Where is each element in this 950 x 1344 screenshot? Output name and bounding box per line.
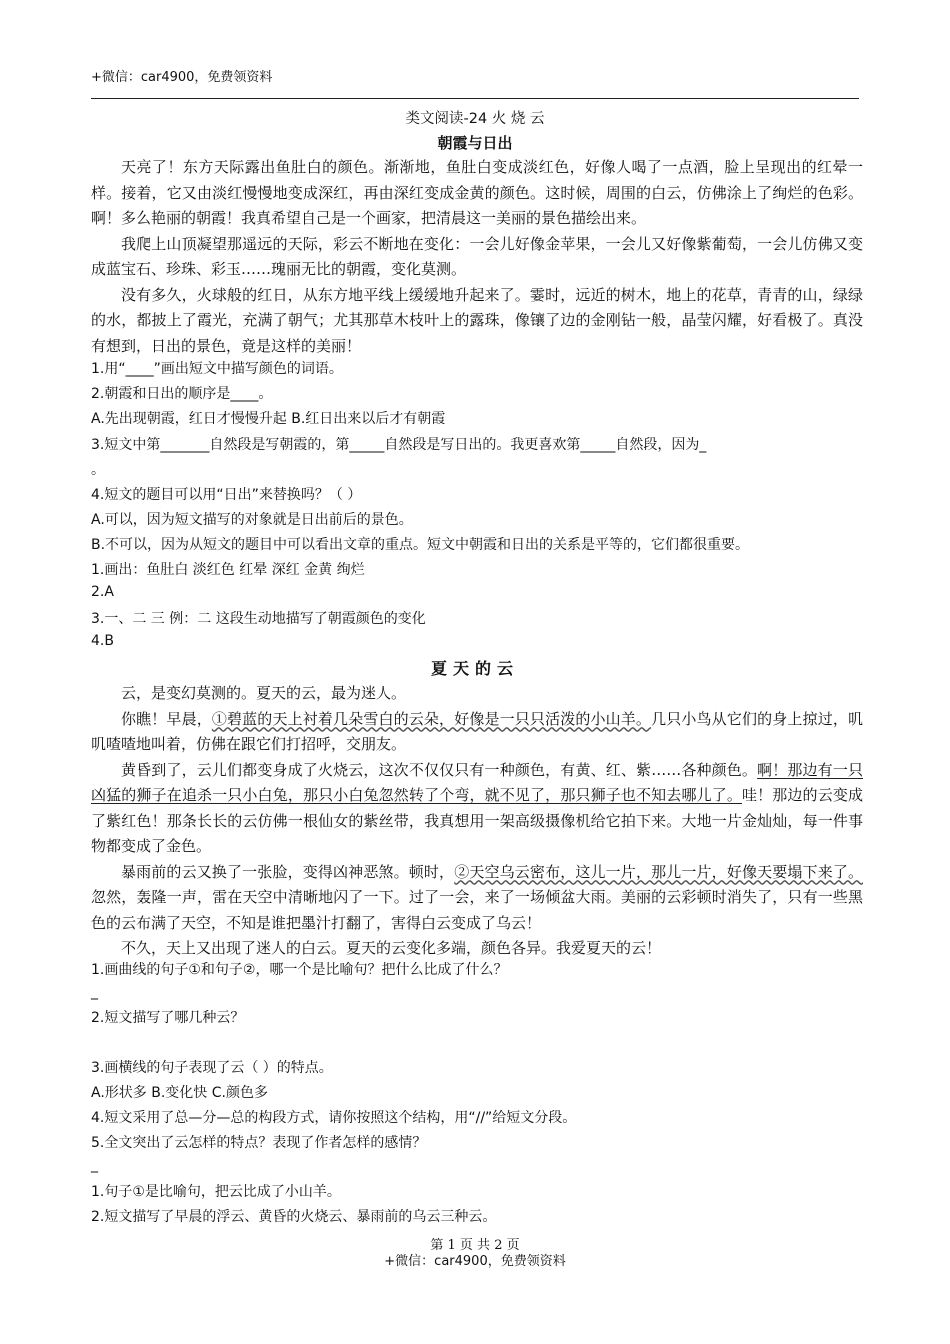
p2-question-5: 5.全文突出了云怎样的特点？表现了作者怎样的感情？ xyxy=(91,1135,427,1151)
p4-text: 忽然，轰隆一声，雷在天空中清晰地闪了一下。过了一会，来了一场倾盆大雨。美丽的云彩顿时消失了，只有一些黑色的云布满了天空，不知是谁把墨汁打翻了，害得白云变成了乌云！ xyxy=(91,888,863,932)
p2-text: 你瞧！早晨， xyxy=(121,709,212,728)
p2-text: 几只小鸟从它们的身上掠过，叽叽喳喳地叫着，仿佛在跟它们打招呼，交朋友。 xyxy=(91,709,863,753)
p3-text: 黄昏到了，云儿们都变身成了火烧云，这次不仅仅只有一种颜色，有黄、红、紫……各种颜色。 xyxy=(121,760,758,779)
footer-watermark: +微信：car4900，免费领资料 xyxy=(384,1254,566,1269)
p1-question-2: 2.朝霞和日出的顺序是____。 xyxy=(91,386,273,402)
underlined-sentence: 啊！那边有一只凶猛的狮子在追杀一只小白兔，那只小白兔忽然转了个弯，就不见了，那只狮子也不知去哪儿了。 xyxy=(91,760,863,804)
p2-question-3-options: A.形状多 B.变化快 C.颜色多 xyxy=(91,1085,268,1101)
passage2-paragraph: 不久，天上又出现了迷人的白云。夏天的云变化多端，颜色各异。我爱夏天的云！ xyxy=(121,939,662,957)
p2-answer-2: 2.短文描写了早晨的浮云、黄昏的火烧云、暴雨前的乌云三种云。 xyxy=(91,1209,497,1225)
passage2-paragraph xyxy=(91,707,863,758)
wavy-sentence-2: ②天空乌云密布，这儿一片，那儿一片，好像天要塌下来了。 xyxy=(454,862,863,881)
p2-answer-1: 1.句子①是比喻句，把云比成了小山羊。 xyxy=(91,1184,341,1200)
page-number: 第 1 页 共 2 页 xyxy=(430,1238,520,1253)
p1-answer-4: 4.B xyxy=(91,633,114,649)
passage2-paragraph xyxy=(91,758,863,860)
passage1-body xyxy=(91,155,863,359)
p1-question-4: 4.短文的题目可以用“日出”来替换吗？（ ） xyxy=(91,487,362,503)
passage1-title: 朝霞与日出 xyxy=(437,134,513,152)
p2-answer-blank-5: _ xyxy=(91,1157,98,1173)
p2-question-3: 3.画横线的句子表现了云（ ）的特点。 xyxy=(91,1060,333,1076)
p2-question-4: 4.短文采用了总—分—总的构段方式，请你按照这个结构，用“//”给短文分段。 xyxy=(91,1110,577,1126)
wavy-sentence-1: ①碧蓝的天上衬着几朵雪白的云朵，好像是一只只活泼的小山羊。 xyxy=(211,709,652,728)
p4-text: 暴雨前的云又换了一张脸，变得凶神恶煞。顿时， xyxy=(121,862,455,881)
header-divider xyxy=(91,98,859,99)
passage2-body xyxy=(91,681,863,962)
passage1-paragraph: 天亮了！东方天际露出鱼肚白的颜色。渐渐地，鱼肚白变成淡红色，好像人喝了一点酒，脸上呈现出的红晕一样。接着，它又由淡红慢慢地变成深红，再由深红变成金黄的颜色。这时候，周围的白云，仿佛涂上了绚烂的色彩。啊！多么艳丽的朝霞！我真希望自己是一个画家，把清晨这一美丽的景色描绘出来。 xyxy=(91,158,863,227)
p1-question-4-option-b: B.不可以，因为从短文的题目中可以看出文章的重点。短文中朝霞和日出的关系是平等的，它们都很重要。 xyxy=(91,537,750,553)
passage2-paragraph: 云，是变幻莫测的。夏天的云，最为迷人。 xyxy=(121,684,407,702)
p3-text: 哇！那边的云变成了紫红色！那条长长的云仿佛一根仙女的紫丝带，我真想用一架高级摄像机给它拍下来。大地一片金灿灿，每一件事物都变成了金色。 xyxy=(91,786,863,855)
p1-question-1: 1.用“____”画出短文中描写颜色的词语。 xyxy=(91,361,343,377)
p1-answer-2: 2.A xyxy=(91,584,114,600)
p2-question-1: 1.画曲线的句子①和句子②，哪一个是比喻句？把什么比成了什么？ xyxy=(91,962,508,978)
passage2-paragraph xyxy=(91,860,863,937)
p1-question-2-options: A.先出现朝霞，红日才慢慢升起 B.红日出来以后才有朝霞 xyxy=(91,411,446,427)
p2-question-2: 2.短文描写了哪几种云？ xyxy=(91,1010,245,1026)
p1-question-4-option-a: A.可以，因为短文描写的对象就是日出前后的景色。 xyxy=(91,512,413,528)
p1-question-3-end: 。 xyxy=(91,462,105,478)
p1-question-3: 3.短文中第_______自然段是写朝霞的，第_____自然段是写日出的。我更喜欢第_____自然段，因为_ xyxy=(91,437,707,453)
doc-title: 类文阅读-24 火 烧 云 xyxy=(405,111,545,127)
p2-answer-blank-1: _ xyxy=(91,984,98,1000)
passage2-title: 夏天的云 xyxy=(430,659,519,678)
p1-answer-1: 1.画出：鱼肚白 淡红色 红晕 深红 金黄 绚烂 xyxy=(91,562,365,578)
p1-answer-3: 3.一、二 三 例：二 这段生动地描写了朝霞颜色的变化 xyxy=(91,611,426,627)
passage1-paragraph: 我爬上山顶凝望那遥远的天际，彩云不断地在变化：一会儿好像金苹果，一会儿又好像紫葡萄，一会儿仿佛又变成蓝宝石、珍珠、彩玉……瑰丽无比的朝霞，变化莫测。 xyxy=(91,234,863,278)
passage1-paragraph: 没有多久，火球般的红日，从东方地平线上缓缓地升起来了。霎时，远近的树木，地上的花草，青青的山，绿绿的水，都披上了霞光，充满了朝气；尤其那草木枝叶上的露珠，像镶了边的金刚钻一般，晶莹闪耀，好看极了。真没有想到，日出的景色，竟是这样的美丽！ xyxy=(91,285,863,355)
header-watermark: +微信：car4900，免费领资料 xyxy=(91,70,273,85)
